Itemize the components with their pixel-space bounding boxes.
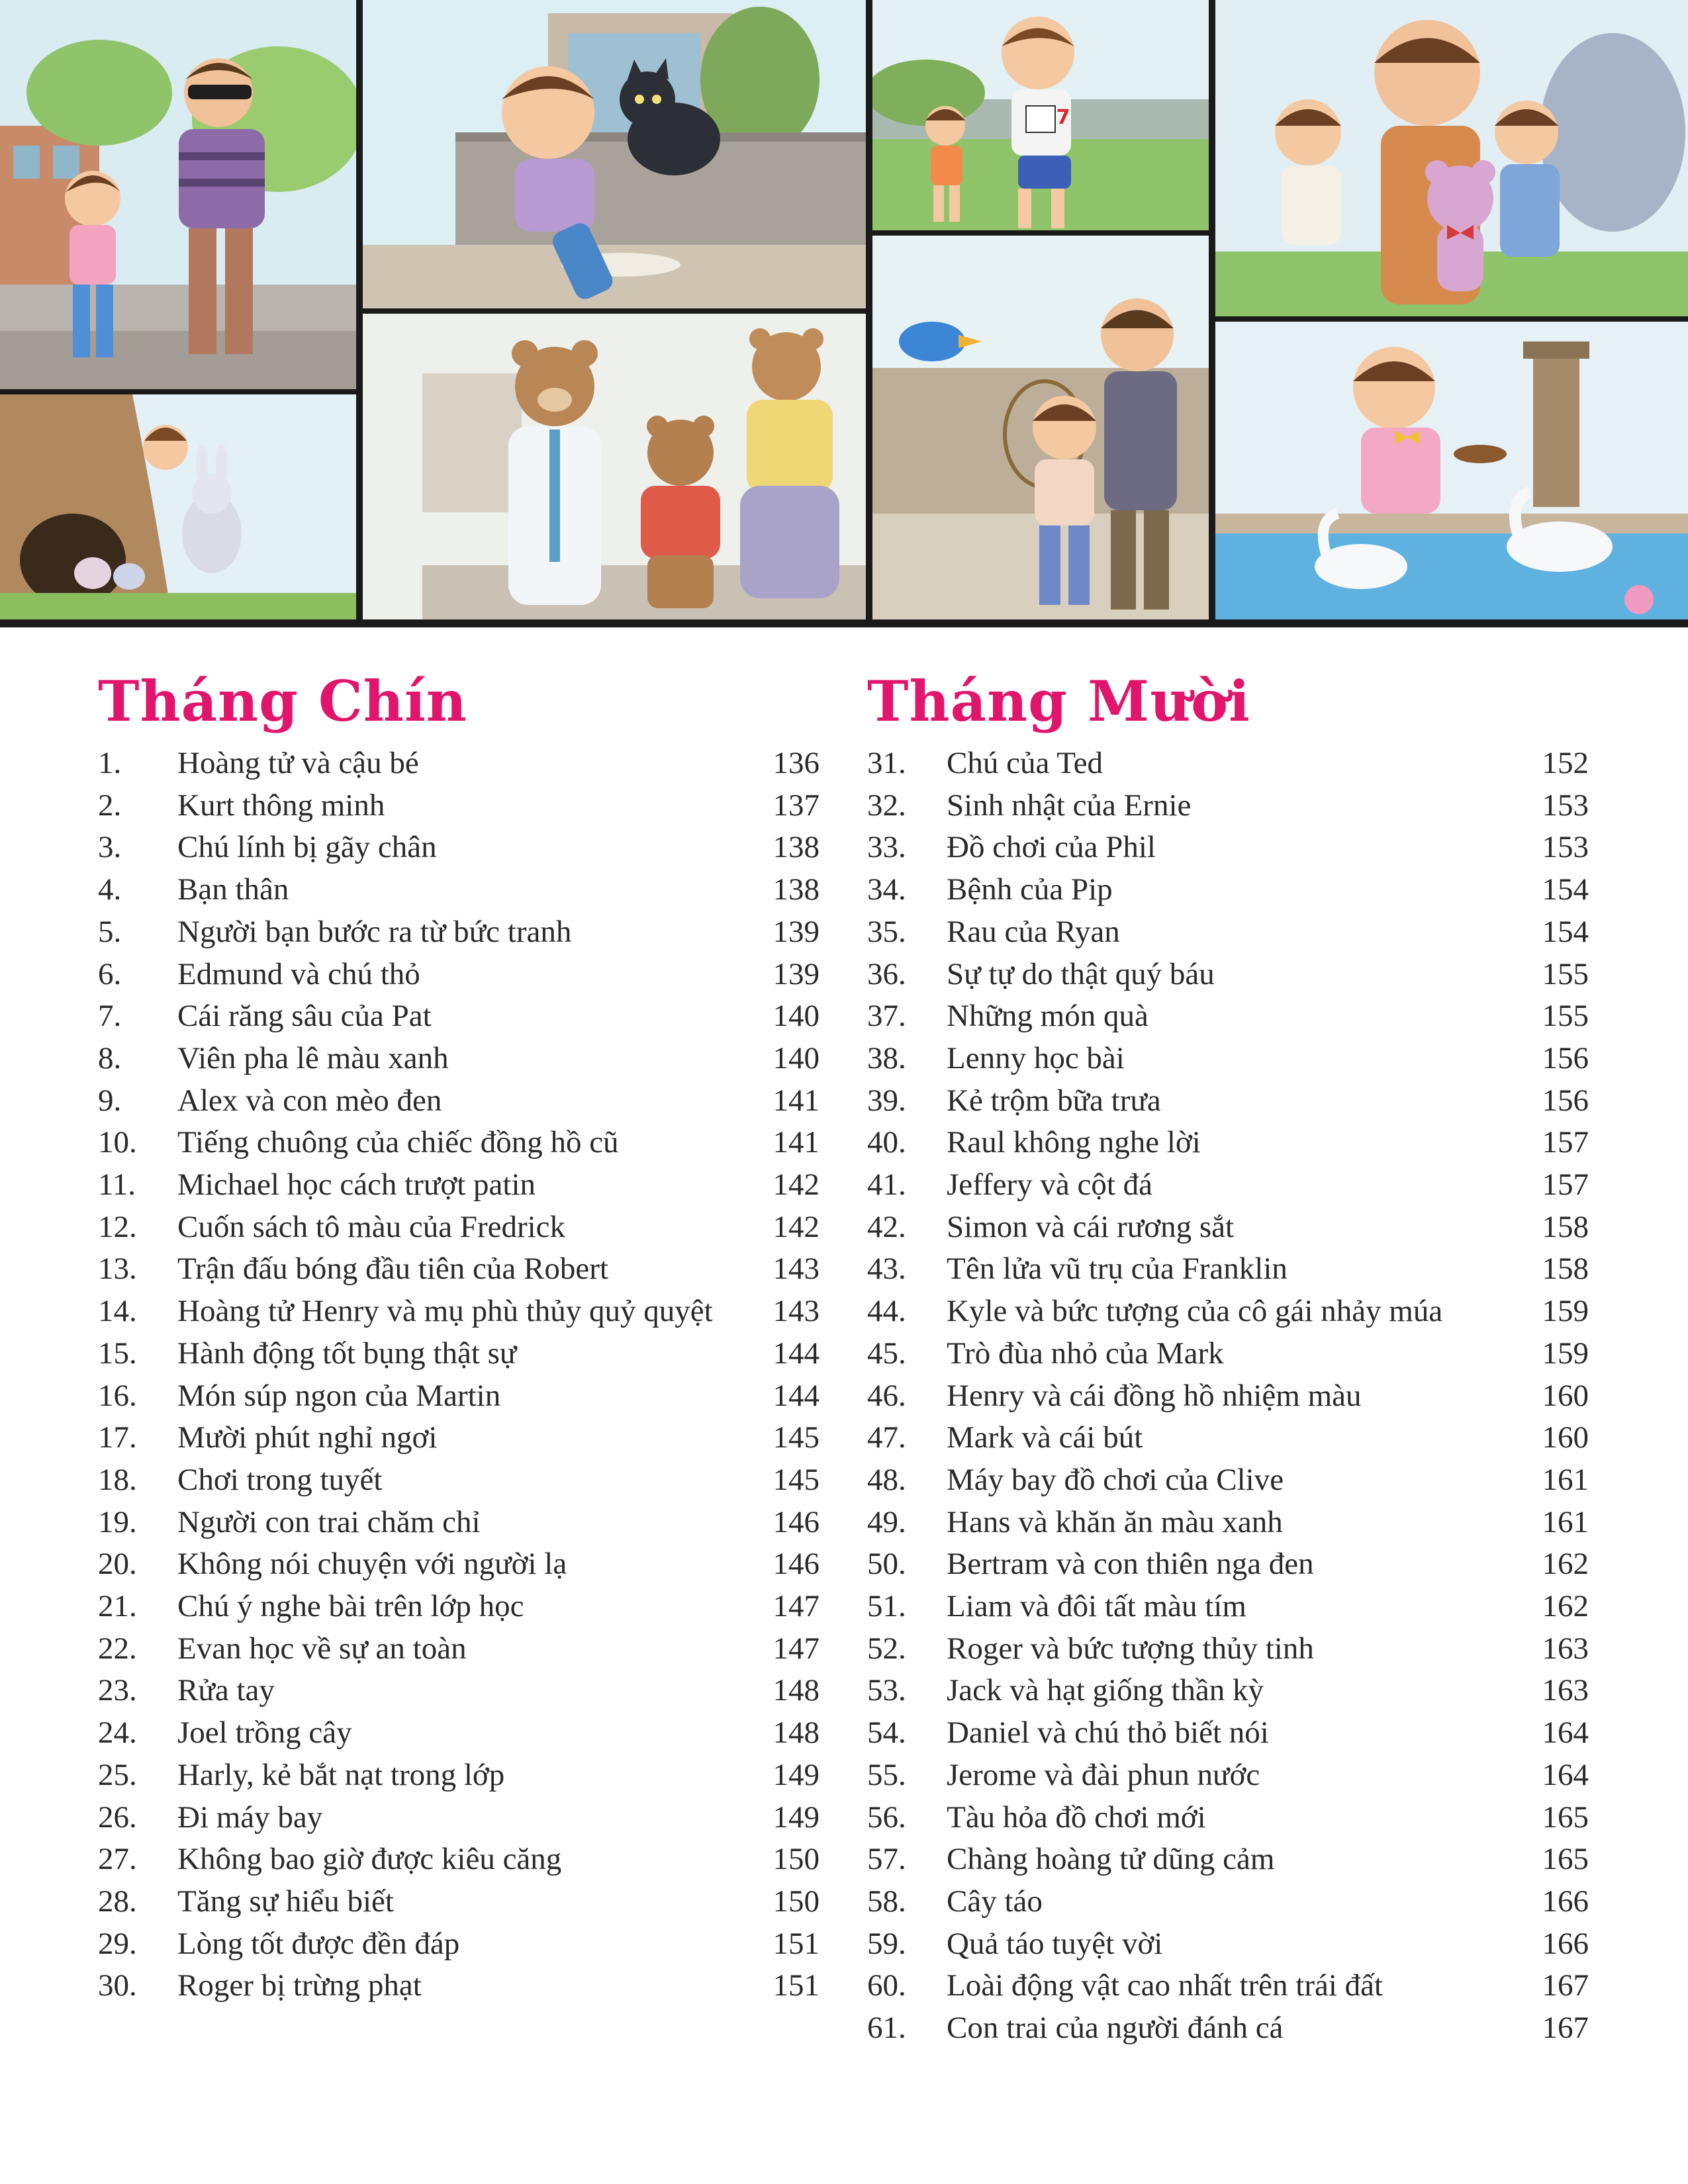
entry-title: Mark và cái bút — [947, 1420, 1143, 1455]
toc-entry[interactable] — [98, 1459, 820, 1502]
entry-number: 32. — [867, 788, 906, 823]
entry-number: 16. — [98, 1378, 137, 1413]
entry-page-number: 167 — [1542, 1968, 1589, 2003]
entry-title: Alex và con mèo đen — [177, 1083, 442, 1118]
entry-page-number: 139 — [773, 914, 820, 949]
entry-number: 55. — [867, 1757, 906, 1792]
entry-page-number: 138 — [773, 872, 820, 907]
entry-number: 34. — [867, 872, 906, 907]
toc-entry[interactable] — [867, 869, 1589, 911]
entry-page-number: 141 — [773, 1083, 820, 1118]
entry-title: Không bao giờ được kiêu căng — [177, 1842, 562, 1877]
entry-title: Edmund và chú thỏ — [177, 956, 420, 991]
entry-number: 53. — [867, 1673, 906, 1708]
entry-number: 2. — [98, 788, 122, 823]
entry-number: 30. — [98, 1968, 137, 2003]
illustration-family-with-teddy-bear — [1215, 0, 1688, 316]
toc-entry[interactable] — [98, 1586, 820, 1628]
entry-number: 15. — [98, 1336, 137, 1371]
toc-entry[interactable] — [98, 869, 820, 911]
entry-title: Đồ chơi của Phil — [947, 830, 1156, 865]
entry-title: Bertram và con thiên nga đen — [947, 1547, 1314, 1582]
toc-entry[interactable] — [98, 743, 820, 785]
entry-title: Sự tự do thật quý báu — [947, 956, 1215, 991]
entry-page-number: 149 — [773, 1757, 820, 1792]
entry-number: 39. — [867, 1083, 906, 1118]
entry-page-number: 155 — [1542, 999, 1589, 1034]
entry-number: 51. — [867, 1589, 906, 1624]
toc-entry[interactable] — [98, 827, 820, 869]
toc-september — [98, 668, 820, 2007]
entry-title: Chú ý nghe bài trên lớp học — [177, 1589, 524, 1624]
toc-entry[interactable] — [98, 1038, 820, 1080]
month-heading-october: Tháng Mười — [867, 668, 1251, 734]
toc-entry[interactable] — [867, 1038, 1589, 1080]
toc-entry[interactable] — [98, 1881, 820, 1923]
entry-page-number: 152 — [1542, 746, 1589, 780]
entry-title: Kurt thông minh — [177, 788, 385, 823]
entry-page-number: 149 — [773, 1799, 820, 1835]
entry-title: Máy bay đồ chơi của Clive — [947, 1462, 1284, 1497]
toc-entry[interactable] — [867, 1712, 1589, 1754]
entry-number: 54. — [867, 1715, 906, 1751]
entry-number: 50. — [867, 1547, 906, 1582]
entry-number: 28. — [98, 1884, 137, 1919]
entry-title: Cái răng sâu của Pat — [177, 999, 432, 1034]
toc-entry[interactable] — [867, 785, 1589, 827]
toc-entry[interactable] — [98, 1965, 820, 2007]
toc-entry[interactable] — [98, 1080, 820, 1122]
entry-title: Trò đùa nhỏ của Mark — [947, 1336, 1224, 1371]
toc-entry[interactable] — [98, 954, 820, 996]
entry-title: Hoàng tử và cậu bé — [177, 746, 419, 780]
toc-entry[interactable] — [867, 827, 1589, 869]
illustration-grid — [0, 0, 1688, 627]
toc-entry[interactable] — [98, 1712, 820, 1754]
entry-page-number: 162 — [1542, 1547, 1589, 1582]
entry-number: 4. — [98, 872, 122, 907]
entry-page-number: 147 — [773, 1631, 820, 1666]
entry-title: Chú của Ted — [947, 746, 1103, 780]
entry-number: 20. — [98, 1547, 137, 1582]
toc-entry[interactable] — [867, 954, 1589, 996]
entry-page-number: 148 — [773, 1715, 820, 1751]
entry-page-number: 153 — [1542, 788, 1589, 823]
entry-number: 37. — [867, 999, 906, 1034]
entry-number: 59. — [867, 1926, 906, 1961]
entry-page-number: 147 — [773, 1589, 820, 1624]
toc-entry[interactable] — [867, 1248, 1589, 1291]
entry-number: 18. — [98, 1462, 137, 1497]
entry-title: Những món quà — [947, 999, 1149, 1034]
entry-number: 1. — [98, 746, 122, 780]
illustration-runner-number-seven — [872, 0, 1209, 230]
entry-title: Cuốn sách tô màu của Fredrick — [177, 1209, 566, 1244]
toc-entry[interactable] — [867, 1543, 1589, 1586]
entry-number: 29. — [98, 1926, 137, 1961]
entry-number: 36. — [867, 956, 906, 991]
entry-page-number: 160 — [1542, 1378, 1589, 1413]
entry-page-number: 156 — [1542, 1040, 1589, 1075]
entry-number: 47. — [867, 1420, 906, 1455]
entry-number: 7. — [98, 999, 122, 1034]
entry-page-number: 160 — [1542, 1420, 1589, 1455]
toc-entry[interactable] — [867, 1502, 1589, 1544]
entry-title: Chơi trong tuyết — [177, 1462, 383, 1497]
entry-title: Sinh nhật của Ernie — [947, 788, 1192, 823]
entry-number: 58. — [867, 1884, 906, 1919]
toc-entry[interactable] — [98, 1375, 820, 1418]
entry-title: Jack và hạt giống thần kỳ — [947, 1673, 1264, 1708]
entry-title: Liam và đôi tất màu tím — [947, 1589, 1246, 1624]
illustration-boy-with-bird-and-man — [872, 236, 1209, 619]
toc-entry[interactable] — [98, 911, 820, 954]
entry-number: 23. — [98, 1673, 137, 1708]
toc-entry[interactable] — [98, 1543, 820, 1586]
entry-number: 31. — [867, 746, 906, 780]
toc-entry[interactable] — [98, 1670, 820, 1712]
entry-page-number: 139 — [773, 956, 820, 991]
entry-number: 17. — [98, 1420, 137, 1455]
entry-title: Chàng hoàng tử dũng cảm — [947, 1842, 1275, 1877]
entry-title: Rửa tay — [177, 1673, 275, 1708]
entry-number: 42. — [867, 1209, 906, 1244]
entry-page-number: 159 — [1542, 1294, 1589, 1329]
entry-page-number: 157 — [1542, 1125, 1589, 1160]
entry-title: Roger bị trừng phạt — [177, 1968, 422, 2003]
entry-page-number: 144 — [773, 1378, 820, 1413]
illustration-bear-doctor-family — [363, 314, 866, 619]
toc-entry[interactable] — [867, 1291, 1589, 1333]
entry-page-number: 156 — [1542, 1083, 1589, 1118]
runner-bib-number: 7 — [1056, 106, 1070, 129]
entry-page-number: 137 — [773, 788, 820, 823]
toc-entry[interactable] — [98, 1923, 820, 1966]
entry-page-number: 143 — [773, 1294, 820, 1329]
toc-entry[interactable] — [867, 1417, 1589, 1459]
toc-entry[interactable] — [98, 1417, 820, 1459]
entry-number: 27. — [98, 1842, 137, 1877]
toc-entry[interactable] — [98, 995, 820, 1038]
entry-title: Harly, kẻ bắt nạt trong lớp — [177, 1757, 505, 1792]
entry-number: 33. — [867, 830, 906, 865]
entry-page-number: 145 — [773, 1420, 820, 1455]
entry-title: Quả táo tuyệt vời — [947, 1926, 1163, 1961]
entry-title: Mười phút nghỉ ngơi — [177, 1420, 438, 1455]
toc-entry[interactable] — [867, 1459, 1589, 1502]
toc-entry[interactable] — [98, 1333, 820, 1375]
entry-number: 9. — [98, 1083, 122, 1118]
entry-title: Chú lính bị gãy chân — [177, 830, 437, 865]
entry-title: Lòng tốt được đền đáp — [177, 1926, 460, 1961]
entry-title: Tăng sự hiểu biết — [177, 1884, 394, 1919]
entry-title: Tiếng chuông của chiếc đồng hồ cũ — [177, 1125, 619, 1160]
entry-page-number: 145 — [773, 1462, 820, 1497]
entry-title: Rau của Ryan — [947, 914, 1120, 949]
entry-page-number: 154 — [1542, 872, 1589, 907]
entry-title: Kyle và bức tượng của cô gái nhảy múa — [947, 1294, 1443, 1329]
entry-page-number: 150 — [773, 1884, 820, 1919]
entry-title: Món súp ngon của Martin — [177, 1378, 501, 1413]
entry-title: Bệnh của Pip — [947, 872, 1113, 907]
toc-entry[interactable] — [867, 1164, 1589, 1206]
entry-page-number: 161 — [1542, 1504, 1589, 1539]
entry-number: 46. — [867, 1378, 906, 1413]
entry-page-number: 141 — [773, 1125, 820, 1160]
illustration-boy-feeding-swans — [1215, 322, 1688, 619]
toc-entry[interactable] — [867, 911, 1589, 954]
entry-page-number: 140 — [773, 1040, 820, 1075]
toc-entry[interactable] — [98, 1122, 820, 1164]
entry-page-number: 153 — [1542, 830, 1589, 865]
entry-title: Jeffery và cột đá — [947, 1167, 1153, 1203]
entry-page-number: 163 — [1542, 1631, 1589, 1666]
toc-entry[interactable] — [98, 1164, 820, 1206]
entry-page-number: 165 — [1542, 1842, 1589, 1877]
entry-page-number: 143 — [773, 1251, 820, 1287]
entry-number: 21. — [98, 1589, 137, 1624]
entry-number: 3. — [98, 830, 122, 865]
illustration-boy-with-black-cat — [363, 0, 866, 308]
entry-page-number: 164 — [1542, 1757, 1589, 1792]
entry-title: Tàu hỏa đồ chơi mới — [947, 1799, 1206, 1835]
entry-number: 13. — [98, 1251, 137, 1287]
entry-page-number: 158 — [1542, 1251, 1589, 1287]
entry-number: 40. — [867, 1125, 906, 1160]
entry-title: Trận đấu bóng đầu tiên của Robert — [177, 1251, 608, 1287]
entry-number: 8. — [98, 1040, 122, 1075]
entry-number: 45. — [867, 1336, 906, 1371]
entry-title: Jerome và đài phun nước — [947, 1757, 1260, 1792]
entry-title: Người bạn bước ra từ bức tranh — [177, 914, 572, 949]
entry-page-number: 142 — [773, 1209, 820, 1244]
entry-number: 48. — [867, 1462, 906, 1497]
toc-entry[interactable] — [98, 1291, 820, 1333]
entry-page-number: 146 — [773, 1547, 820, 1582]
entry-number: 60. — [867, 1968, 906, 2003]
entry-page-number: 136 — [773, 746, 820, 780]
entry-page-number: 158 — [1542, 1209, 1589, 1244]
toc-entry[interactable] — [98, 1206, 820, 1249]
entry-page-number: 161 — [1542, 1462, 1589, 1497]
entry-page-number: 148 — [773, 1673, 820, 1708]
entry-number: 10. — [98, 1125, 137, 1160]
entry-title: Daniel và chú thỏ biết nói — [947, 1715, 1269, 1751]
entry-title: Con trai của người đánh cá — [947, 2011, 1284, 2046]
toc-entry[interactable] — [867, 1122, 1589, 1164]
entry-page-number: 151 — [773, 1926, 820, 1961]
entry-number: 22. — [98, 1631, 137, 1666]
toc-october — [867, 668, 1589, 2050]
entry-number: 11. — [98, 1167, 136, 1203]
toc-entry[interactable] — [867, 1797, 1589, 1839]
toc-entry[interactable] — [867, 2007, 1589, 2050]
entry-title: Viên pha lê màu xanh — [177, 1040, 449, 1075]
entry-page-number: 142 — [773, 1167, 820, 1203]
toc-entry[interactable] — [867, 1923, 1589, 1966]
toc-entry[interactable] — [867, 1754, 1589, 1797]
entry-number: 44. — [867, 1294, 906, 1329]
toc-entry[interactable] — [867, 1080, 1589, 1122]
toc-list-september — [98, 743, 820, 2007]
entry-page-number: 150 — [773, 1842, 820, 1877]
toc-entry[interactable] — [867, 1965, 1589, 2007]
entry-title: Roger và bức tượng thủy tinh — [947, 1631, 1314, 1666]
entry-page-number: 151 — [773, 1968, 820, 2003]
illustration-rabbits-in-tree — [0, 394, 356, 619]
toc-entry[interactable] — [867, 1839, 1589, 1881]
toc-list-october — [867, 743, 1589, 2050]
month-heading-september: Tháng Chín — [98, 668, 467, 734]
entry-page-number: 154 — [1542, 914, 1589, 949]
entry-number: 19. — [98, 1504, 137, 1539]
entry-number: 26. — [98, 1799, 137, 1835]
entry-title: Kẻ trộm bữa trưa — [947, 1083, 1161, 1118]
entry-number: 6. — [98, 956, 122, 991]
toc-entry[interactable] — [867, 1881, 1589, 1923]
entry-title: Bạn thân — [177, 872, 289, 907]
toc-entry[interactable] — [867, 1628, 1589, 1670]
entry-number: 25. — [98, 1757, 137, 1792]
entry-title: Đi máy bay — [177, 1799, 323, 1835]
toc-entry[interactable] — [867, 1333, 1589, 1375]
entry-page-number: 138 — [773, 830, 820, 865]
entry-number: 43. — [867, 1251, 906, 1287]
entry-title: Cây táo — [947, 1884, 1043, 1919]
entry-page-number: 146 — [773, 1504, 820, 1539]
toc-entry[interactable] — [867, 743, 1589, 785]
entry-page-number: 162 — [1542, 1589, 1589, 1624]
toc-entry[interactable] — [98, 1502, 820, 1544]
entry-page-number: 157 — [1542, 1167, 1589, 1203]
entry-page-number: 159 — [1542, 1336, 1589, 1371]
entry-number: 61. — [867, 2011, 906, 2046]
entry-page-number: 167 — [1542, 2011, 1589, 2046]
entry-title: Không nói chuyện với người lạ — [177, 1547, 567, 1582]
entry-number: 57. — [867, 1842, 906, 1877]
entry-number: 41. — [867, 1167, 906, 1203]
toc-entry[interactable] — [98, 1839, 820, 1881]
entry-page-number: 155 — [1542, 956, 1589, 991]
entry-title: Raul không nghe lời — [947, 1125, 1201, 1160]
entry-title: Lenny học bài — [947, 1040, 1125, 1075]
entry-page-number: 165 — [1542, 1799, 1589, 1835]
entry-title: Hoàng tử Henry và mụ phù thủy quỷ quyệt — [177, 1294, 713, 1329]
toc-entry[interactable] — [98, 1754, 820, 1797]
toc-entry[interactable] — [867, 995, 1589, 1038]
entry-number: 52. — [867, 1631, 906, 1666]
entry-number: 14. — [98, 1294, 137, 1329]
entry-title: Hans và khăn ăn màu xanh — [947, 1504, 1283, 1539]
toc-entry[interactable] — [98, 1628, 820, 1670]
entry-number: 49. — [867, 1504, 906, 1539]
entry-page-number: 166 — [1542, 1926, 1589, 1961]
entry-number: 35. — [867, 914, 906, 949]
entry-title: Loài động vật cao nhất trên trái đất — [947, 1968, 1383, 2003]
entry-title: Henry và cái đồng hồ nhiệm màu — [947, 1378, 1362, 1413]
entry-number: 12. — [98, 1209, 137, 1244]
entry-page-number: 144 — [773, 1336, 820, 1371]
entry-title: Simon và cái rương sắt — [947, 1209, 1235, 1244]
entry-title: Michael học cách trượt patin — [177, 1167, 536, 1203]
entry-page-number: 140 — [773, 999, 820, 1034]
illustration-boy-and-masked-man — [0, 0, 356, 389]
entry-title: Tên lửa vũ trụ của Franklin — [947, 1251, 1288, 1287]
entry-title: Joel trồng cây — [177, 1715, 352, 1751]
entry-title: Evan học về sự an toàn — [177, 1631, 467, 1666]
entry-number: 5. — [98, 914, 122, 949]
entry-page-number: 166 — [1542, 1884, 1589, 1919]
toc-entry[interactable] — [98, 785, 820, 827]
entry-page-number: 164 — [1542, 1715, 1589, 1751]
entry-number: 38. — [867, 1040, 906, 1075]
toc-entry[interactable] — [867, 1670, 1589, 1712]
entry-page-number: 163 — [1542, 1673, 1589, 1708]
entry-title: Người con trai chăm chỉ — [177, 1504, 481, 1539]
toc-entry[interactable] — [867, 1586, 1589, 1628]
toc-entry[interactable] — [98, 1248, 820, 1291]
entry-number: 56. — [867, 1799, 906, 1835]
entry-title: Hành động tốt bụng thật sự — [177, 1336, 517, 1371]
toc-entry[interactable] — [867, 1206, 1589, 1249]
toc-entry[interactable] — [98, 1797, 820, 1839]
toc-entry[interactable] — [867, 1375, 1589, 1418]
entry-number: 24. — [98, 1715, 137, 1751]
